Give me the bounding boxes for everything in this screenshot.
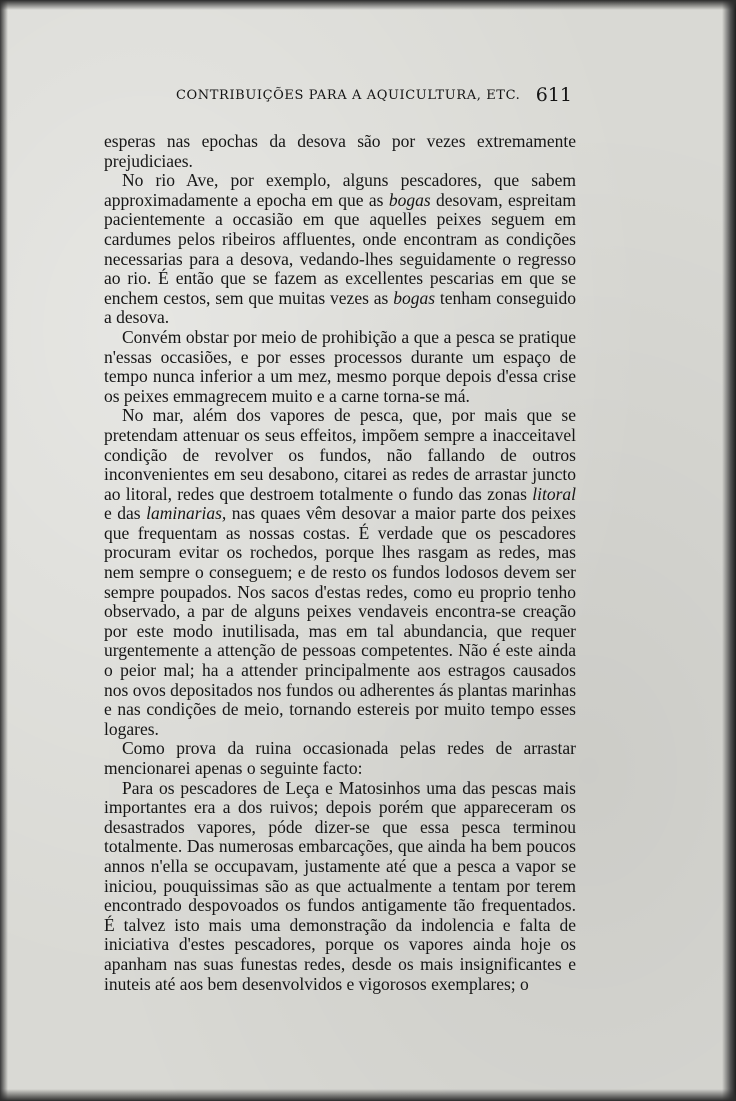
paragraph — [104, 171, 576, 328]
text-run: desovam, espreitam pacientemente a occasião em que aquelles peixes seguem em cardumes pelos ribeiros affluentes, onde encontram as condições necessarias para a desova, vedando-lhes seguidamente o regresso ao rio. É então que se fazem as excellentes pescarias em que se enchem cestos, sem que muitas vezes as — [104, 189, 577, 308]
body-text — [104, 132, 576, 994]
text-run: Como prova da ruina occasionada pelas redes de arrastar mencionarei apenas o seguinte facto: — [104, 738, 576, 778]
italic-term: bogas — [388, 189, 431, 210]
text-run: No mar, além dos vapores de pesca, que, por mais que se pretendam attenuar os seus effeitos, impõem sempre a inacceitavel condição de revolver os fundos, não fallando de outros inconvenientes em seu desabono, citarei as redes de arrastar juncto ao litoral, redes que destroem totalmente o fundo das zonas — [104, 405, 576, 504]
text-run: Convém obstar por meio de prohibição a que a pesca se pratique n'essas occasiões, e por esses processos durante um espaço de tempo nunca inferior a um mez, mesmo porque depois d'essa crise os peixes emmagrecem muito e a carne torna-se má. — [104, 326, 576, 406]
paragraph — [104, 406, 576, 739]
paragraph — [104, 779, 576, 995]
italic-term: bogas — [393, 287, 436, 308]
text-run: esperas nas epochas da desova são por vezes extremamente prejudiciaes. — [104, 131, 576, 171]
text-run: e das — [104, 503, 147, 524]
page-number: 611 — [535, 84, 572, 106]
text-run: Para os pescadores de Leça e Matosinhos uma das pescas mais importantes era a dos ruivos; depois porém que appareceram os desastrados vapores, póde dizer-se que essa pesca terminou totalmente. Das numerosas embarcações, que ainda ha bem poucos annos n'ella se occupavam, justamente até que a pesca a vapor se iniciou, pouquissimas são as que actualmente a tentam por terem encontrado despovoados os fundos antigamente tão frequentados. É talvez isto mais uma demonstração da indolencia e falta de iniciativa d'estes pescadores, porque os vapores ainda hoje os apanham nas suas funestas redes, desde os mais insignificantes e inuteis até aos bem desenvolvidos e vigorosos exemplares; o — [104, 777, 576, 994]
paragraph — [104, 328, 576, 406]
page-edge-top — [0, 0, 736, 10]
italic-term: litoral — [532, 483, 576, 504]
page-edge-bottom — [0, 1089, 736, 1101]
paragraph — [104, 739, 576, 778]
page-edge-right — [722, 0, 736, 1101]
text-run: tenham conseguido a desova. — [104, 287, 576, 328]
paragraph — [104, 132, 576, 171]
italic-term: laminarias, — [146, 503, 227, 524]
running-title: CONTRIBUIÇÕES PARA A AQUICULTURA, ETC. — [176, 88, 521, 103]
text-run: No rio Ave, por exemplo, alguns pescadores, que sabem approximadamente a epocha em que as — [104, 170, 576, 210]
page-edge-left — [0, 0, 8, 1101]
text-run: nas quaes vêm desovar a maior parte dos peixes que frequentam as nossas costas. É verdade que os pescadores procuram evitar os rochedos, porque lhes rasgam as redes, mas nem sempre o conseguem; e de resto os fundos lodosos devem ser sempre poupados. Nos sacos d'estas redes, como eu proprio tenho observado, a par de alguns peixes vendaveis encontra-se creação por este modo inutilisada, mas em tal abundancia, que requer urgentemente a attenção de pessoas competentes. Não é este ainda o peior mal; ha a attender principalmente aos estragos causados nos ovos depositados nos fundos ou adherentes ás plantas marinhas e nas condições de meio, tornando estereis por muito tempo esses logares. — [104, 503, 576, 739]
